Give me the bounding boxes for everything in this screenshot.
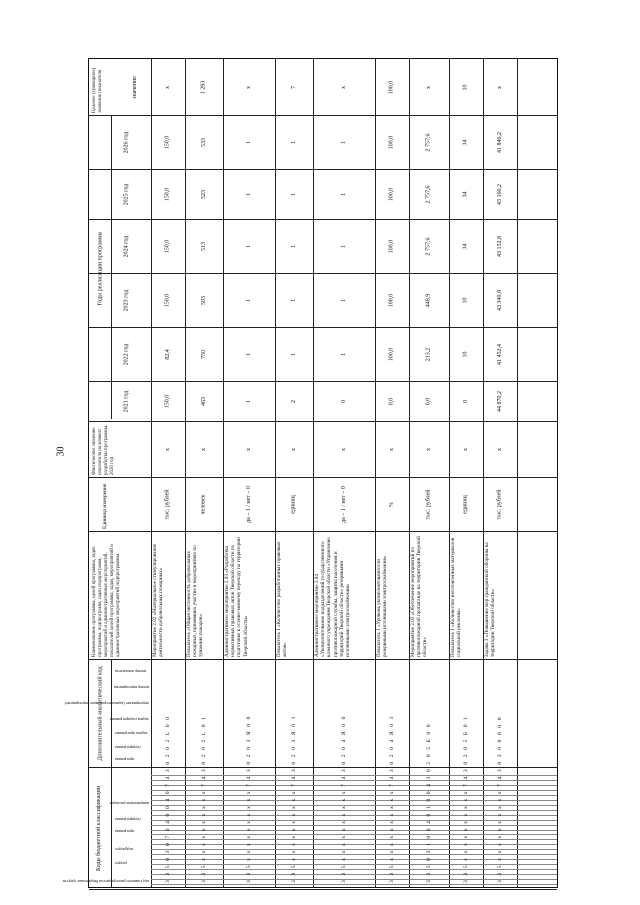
cell-y2022: 1 — [245, 352, 252, 356]
row-codes: 3 3 5 x x x x x x x x x x 7 4 3 0 2 0 5 Б 0 1 — [463, 715, 469, 883]
cell-y2021: 44 870,2 — [496, 390, 503, 412]
column-divider — [89, 219, 557, 220]
cell-fact: х — [245, 447, 252, 451]
cell-fact: х — [164, 447, 171, 451]
cell-y2026: 34 — [462, 139, 469, 145]
header-divider — [111, 659, 112, 887]
cell-fact: х — [388, 447, 395, 451]
years-group-header: Годы реализации программы — [97, 230, 104, 306]
row-name: Показатель 1 «Количество изготовленных материалов социальной рекламы» — [450, 537, 463, 657]
code-sublabel: подраздел — [115, 847, 133, 852]
column-divider — [89, 273, 557, 274]
cell-y2023: 503 — [200, 295, 207, 305]
row-codes: 3 3 5 x x x x x x x x x x 7 4 3 0 2 0 3 Я 0 0 — [246, 714, 252, 883]
cell-y2024: 100,0 — [388, 239, 395, 253]
row-name: Показатель 1 «Количество разработанных правовых актов» — [276, 541, 289, 657]
cell-fact: х — [340, 447, 347, 451]
cell-y2021: 0 — [462, 399, 469, 403]
cell-fact: х — [425, 447, 432, 451]
cell-y2025: 34 — [462, 191, 469, 197]
row-codes: 3 3 5 x x x x x x x x x x 7 4 3 0 2 0 4 Я 0 1 — [389, 714, 395, 883]
code-sublabel: задача программы — [115, 731, 148, 736]
cell-y2021: 0 — [340, 399, 347, 403]
column-divider — [89, 381, 557, 382]
code-sublabel: программа — [115, 757, 135, 762]
row-codes: 3 3 5 0 3 0 7 0 4 0 0 4 0 7 4 3 0 2 0 2 L 0 0 — [165, 715, 171, 883]
column-divider — [89, 327, 557, 328]
cell-y2026: 2 757,6 — [425, 133, 432, 151]
row-codes: 3 3 5 x x x x x x x x x x 7 4 3 0 3 0 0 0 0 0 — [497, 715, 503, 883]
year-header: 2021 год — [123, 390, 130, 412]
cell-y2026: 41 846,2 — [496, 131, 503, 153]
row-name: Административное мероприятие 2.04 «Укомплектование подразделений государственного казенного учреждения Тверской области «Управление противопожарной службы, защиты населения и территорий Тверской области» резервными источниками электроснабжения» — [314, 537, 352, 657]
page-number: 30 — [55, 446, 67, 457]
cell-fact: х — [462, 447, 469, 451]
cell-y2024: 2 757,6 — [425, 237, 432, 255]
cell-y2026: 533 — [200, 137, 207, 147]
row-name: Мероприятие 2.05 «Обеспечение мероприятий по противопожарной пропаганде на территории Тверской области» — [410, 536, 429, 657]
cell-y2025: 1 — [340, 192, 347, 196]
row-divider — [275, 59, 276, 887]
cell-y2023: 1 — [290, 298, 297, 302]
cell-y2022: 1 — [290, 352, 297, 356]
cell-target: х — [496, 85, 503, 89]
row-divider — [185, 59, 186, 887]
column-divider — [89, 889, 557, 890]
cell-target: х — [340, 85, 347, 89]
code-sublabel: номер показателя — [115, 669, 147, 674]
year-header: 2026 год — [123, 131, 130, 153]
code-sublabel: программа — [115, 829, 135, 834]
row-name: Задача 3 «Повышение мер гражданской обороны на территории Тверской области» — [484, 542, 497, 657]
column-divider — [89, 169, 557, 170]
cell-y2023: 43 340,8 — [496, 289, 503, 311]
year-header: 2022 год — [123, 343, 130, 365]
cell-unit: тыс. рублей — [496, 489, 503, 519]
cell-y2025: 100,0 — [388, 187, 395, 201]
name-header: Наименование программы, целей программы, задач программы, подпрограмм, задач подпрограмм, мероприятий и административных мероприятий, показателей целей программы, задач, мероприятий и административных мероприятий подпрограммы — [92, 544, 121, 657]
column-divider — [89, 421, 557, 422]
cell-y2025: 2 757,6 — [425, 185, 432, 203]
target-value-header: значение — [131, 75, 138, 99]
cell-y2023: 10 — [462, 297, 469, 303]
cell-y2022: 10 — [462, 351, 469, 357]
cell-unit: тыс. рублей — [164, 489, 171, 519]
cell-y2023: 1 — [245, 298, 252, 302]
cell-unit: да – 1 / нет – 0 — [245, 485, 252, 523]
cell-target: 10 — [462, 84, 469, 90]
cell-y2023: 150,0 — [164, 293, 171, 307]
row-divider — [313, 59, 314, 887]
cell-y2026: 1 — [245, 140, 252, 144]
code-sublabel: направление расходов — [109, 801, 149, 806]
column-divider — [89, 659, 557, 660]
row-divider — [449, 59, 450, 887]
row-name: Мероприятие 2.02 «Материальное стимулирование деятельности добровольных пожарных» — [152, 543, 165, 657]
year-header: 2025 год — [123, 183, 130, 205]
row-divider — [223, 59, 224, 887]
cell-y2025: 523 — [200, 189, 207, 199]
cell-unit: единиц — [462, 494, 469, 514]
cell-y2024: 1 — [290, 244, 297, 248]
cell-fact: х — [290, 447, 297, 451]
cell-y2026: 100,0 — [388, 135, 395, 149]
header-divider — [111, 115, 112, 419]
cell-target: 7 — [290, 85, 297, 89]
budget-codes-header: Коды бюджетной классификации — [95, 785, 102, 871]
row-divider — [151, 59, 152, 887]
cell-y2022: 82,4 — [164, 348, 171, 360]
code-sublabel: номер мероприятия — [113, 685, 149, 690]
row-divider — [483, 59, 484, 887]
cell-y2026: 1 — [290, 140, 297, 144]
cell-y2026: 150,0 — [164, 135, 171, 149]
cell-y2024: 150,0 — [164, 239, 171, 253]
cell-unit: тыс. рублей — [425, 489, 432, 519]
cell-y2026: 1 — [340, 140, 347, 144]
row-codes: 3 3 5 0 3 1 0 0 4 0 1 0 0 4 3 0 2 0 5 Б 0 0 — [426, 722, 432, 883]
column-divider — [89, 115, 557, 116]
cell-y2025: 1 — [290, 192, 297, 196]
row-name: Показатель «Общая численность добровольных пожарных, принявших участие в мероприятиях по тушению пожаров» — [186, 545, 205, 657]
cell-y2023: 100,0 — [388, 293, 395, 307]
code-sublabel: раздел — [115, 861, 127, 866]
program-table — [62, 58, 558, 888]
cell-y2022: 750 — [200, 349, 207, 359]
cell-y2024: 1 — [340, 244, 347, 248]
row-divider — [375, 59, 376, 887]
cell-y2025: 1 — [245, 192, 252, 196]
cell-y2025: 43 166,2 — [496, 183, 503, 205]
target-group-header: Целевое (суммарное) значение показателя — [92, 67, 103, 113]
code-sublabel: подпрограмма — [115, 745, 141, 750]
cell-target: 100,0 — [388, 80, 395, 94]
cell-target: х — [164, 85, 171, 89]
code-cell-divider — [151, 884, 557, 885]
cell-y2024: 43 152,8 — [496, 235, 503, 257]
cell-y2023: 1 — [340, 298, 347, 302]
column-divider — [89, 477, 557, 478]
cell-fact: х — [496, 447, 503, 451]
extra-code-header: Дополнительный аналитический код — [97, 665, 104, 761]
fact-value-header: Фактическое значение показателя на момент разработки программы, 2020 год — [92, 424, 115, 475]
year-header: 2024 год — [123, 235, 130, 257]
cell-y2021: 2 — [290, 399, 297, 403]
cell-unit: % — [388, 501, 395, 507]
cell-y2021: 0,0 — [388, 397, 395, 405]
cell-target: х — [245, 85, 252, 89]
cell-target: 1 283 — [200, 80, 207, 94]
cell-y2021: 1 — [245, 399, 252, 403]
row-name: Административное мероприятие 2.03 «Разработка нормативных правовых актов Тверской области по подготовке к осенне-зимнему переходу на территории Тверской области» — [224, 537, 249, 657]
cell-unit: единиц — [290, 494, 297, 514]
cell-y2023: 448,9 — [425, 293, 432, 307]
code-sublabel: мероприятие (административное мероприятие) — [64, 701, 149, 706]
cell-y2022: 41 452,4 — [496, 343, 503, 365]
row-name: Показатель 1 «Уровень укомплектованности резервными источниками электроснабжения» — [376, 555, 389, 657]
row-divider — [409, 59, 410, 887]
code-sublabel: задача подпрограммы — [110, 717, 149, 722]
cell-y2021: 0,0 — [425, 397, 432, 405]
cell-y2025: 150,0 — [164, 187, 171, 201]
column-divider — [89, 767, 557, 768]
cell-y2021: 463 — [200, 396, 207, 406]
cell-fact: х — [200, 447, 207, 451]
cell-y2024: 1 — [245, 244, 252, 248]
cell-unit: да – 1 / нет – 0 — [340, 485, 347, 523]
code-sublabel: подпрограмма — [115, 817, 141, 822]
cell-y2024: 513 — [200, 241, 207, 251]
cell-unit: человек — [200, 493, 207, 515]
cell-y2022: 1 — [340, 352, 347, 356]
row-codes: 3 3 5 x x x x x x x x x x 7 4 3 0 2 0 2 L 0 1 — [201, 715, 207, 883]
cell-target: х — [425, 85, 432, 89]
cell-y2024: 34 — [462, 243, 469, 249]
row-divider — [517, 59, 518, 887]
cell-y2022: 100,0 — [388, 347, 395, 361]
code-sublabel: код главного распорядителя бюджетных средств — [62, 879, 149, 884]
year-header: 2023 год — [123, 289, 130, 311]
row-codes: 3 3 5 x x x x x x x x x x 7 4 3 0 2 0 4 Я 0 0 — [341, 714, 347, 883]
row-codes: 3 3 5 x x x x x x x x x x 7 4 3 0 2 0 3 Я 0 1 — [291, 714, 297, 883]
column-divider — [89, 531, 557, 532]
unit-header: Единица измерения — [102, 483, 108, 529]
cell-y2022: 213,2 — [425, 347, 432, 361]
cell-y2021: 150,0 — [164, 394, 171, 408]
